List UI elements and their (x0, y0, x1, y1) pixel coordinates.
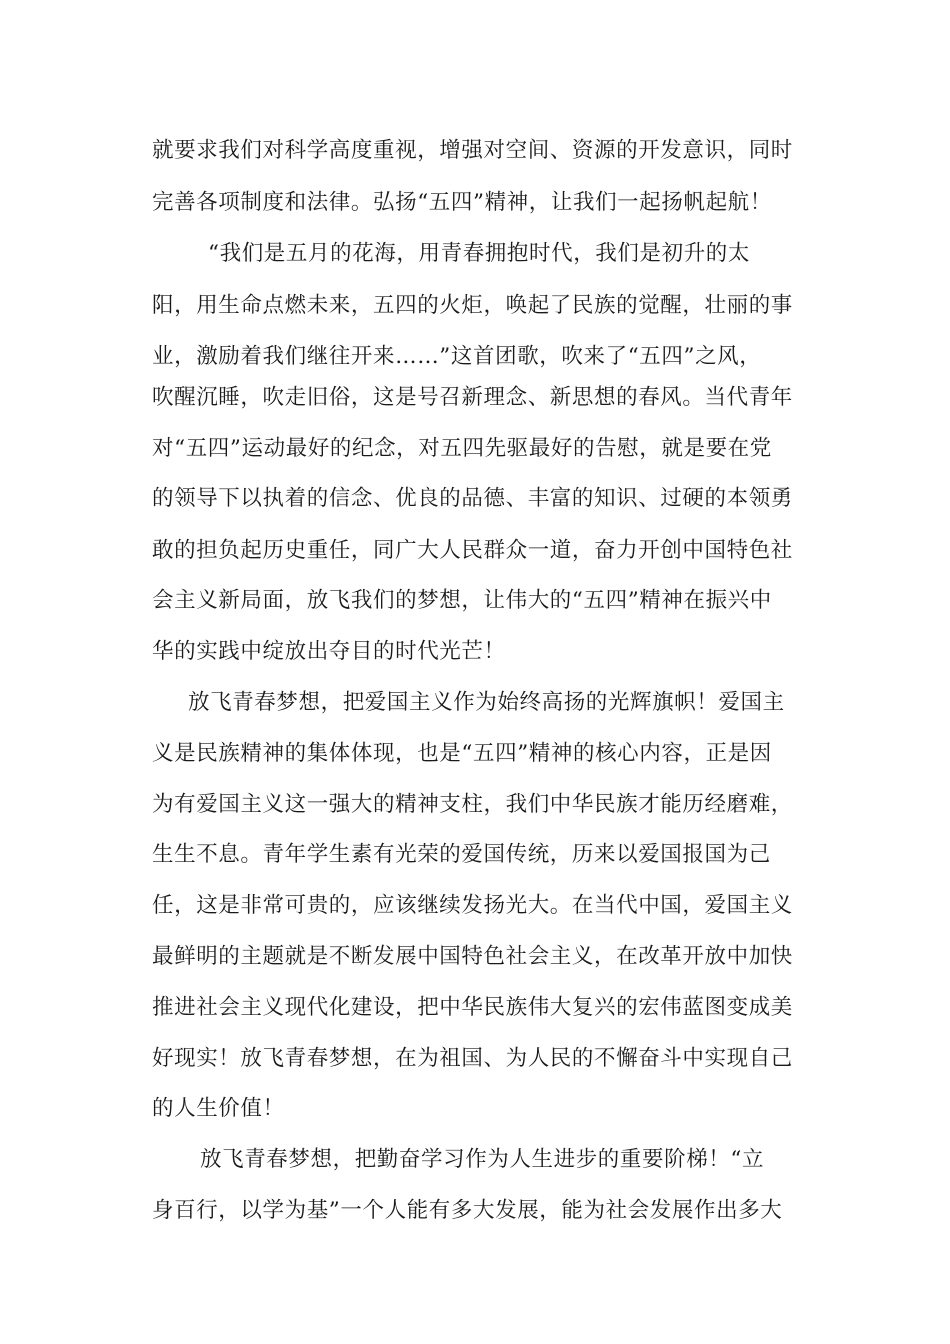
text-line: 推进社会主义现代化建设，把中华民族伟大复兴的宏伟蓝图变成美 (152, 995, 793, 1020)
paragraph-start-line: 放飞青春梦想，把爱国主义作为始终高扬的光辉旗帜！爱国主 (188, 690, 785, 715)
paragraph-start-line: “我们是五月的花海，用青春拥抱时代，我们是初升的太 (208, 241, 750, 266)
text-line: 会主义新局面，放飞我们的梦想，让伟大的“五四”精神在振兴中 (152, 588, 772, 613)
text-line: 对“五四”运动最好的纪念，对五四先驱最好的告慰，就是要在党 (152, 436, 772, 461)
text-line: 任，这是非常可贵的，应该继续发扬光大。在当代中国，爱国主义 (152, 893, 793, 918)
text-line: 完善各项制度和法律。弘扬“五四”精神，让我们一起扬帆起航！ (152, 190, 772, 215)
text-line: 就要求我们对科学高度重视，增强对空间、资源的开发意识，同时 (152, 138, 793, 163)
text-line: 阳，用生命点燃未来，五四的火炬，唤起了民族的觉醒，壮丽的事 (152, 293, 793, 318)
text-line: 敢的担负起历史重任，同广大人民群众一道，奋力开创中国特色社 (152, 538, 793, 563)
text-line: 为有爱国主义这一强大的精神支柱，我们中华民族才能历经磨难， (152, 792, 793, 817)
text-line: 的领导下以执着的信念、优良的品德、丰富的知识、过硬的本领勇 (152, 486, 793, 511)
text-line: 最鲜明的主题就是不断发展中国特色社会主义，在改革开放中加快 (152, 944, 793, 969)
text-line: 华的实践中绽放出夺目的时代光芒！ (152, 639, 506, 664)
text-line: 生生不息。青年学生素有光荣的爱国传统，历来以爱国报国为己 (152, 842, 771, 867)
text-line: 吹醒沉睡，吹走旧俗，这是号召新理念、新思想的春风。当代青年 (152, 385, 793, 410)
text-line: 业，激励着我们继往开来……”这首团歌，吹来了“五四”之风， (152, 344, 762, 369)
text-line: 的人生价值！ (152, 1096, 285, 1121)
paragraph-start-line: 放飞青春梦想，把勤奋学习作为人生进步的重要阶梯！“立 (200, 1147, 765, 1172)
text-line: 好现实！放飞青春梦想，在为祖国、为人民的不懈奋斗中实现自己 (152, 1046, 793, 1071)
text-line: 身百行，以学为基”一个人能有多大发展，能为社会发展作出多大 (152, 1198, 783, 1223)
text-line: 义是民族精神的集体体现，也是“五四”精神的核心内容，正是因 (152, 741, 772, 766)
